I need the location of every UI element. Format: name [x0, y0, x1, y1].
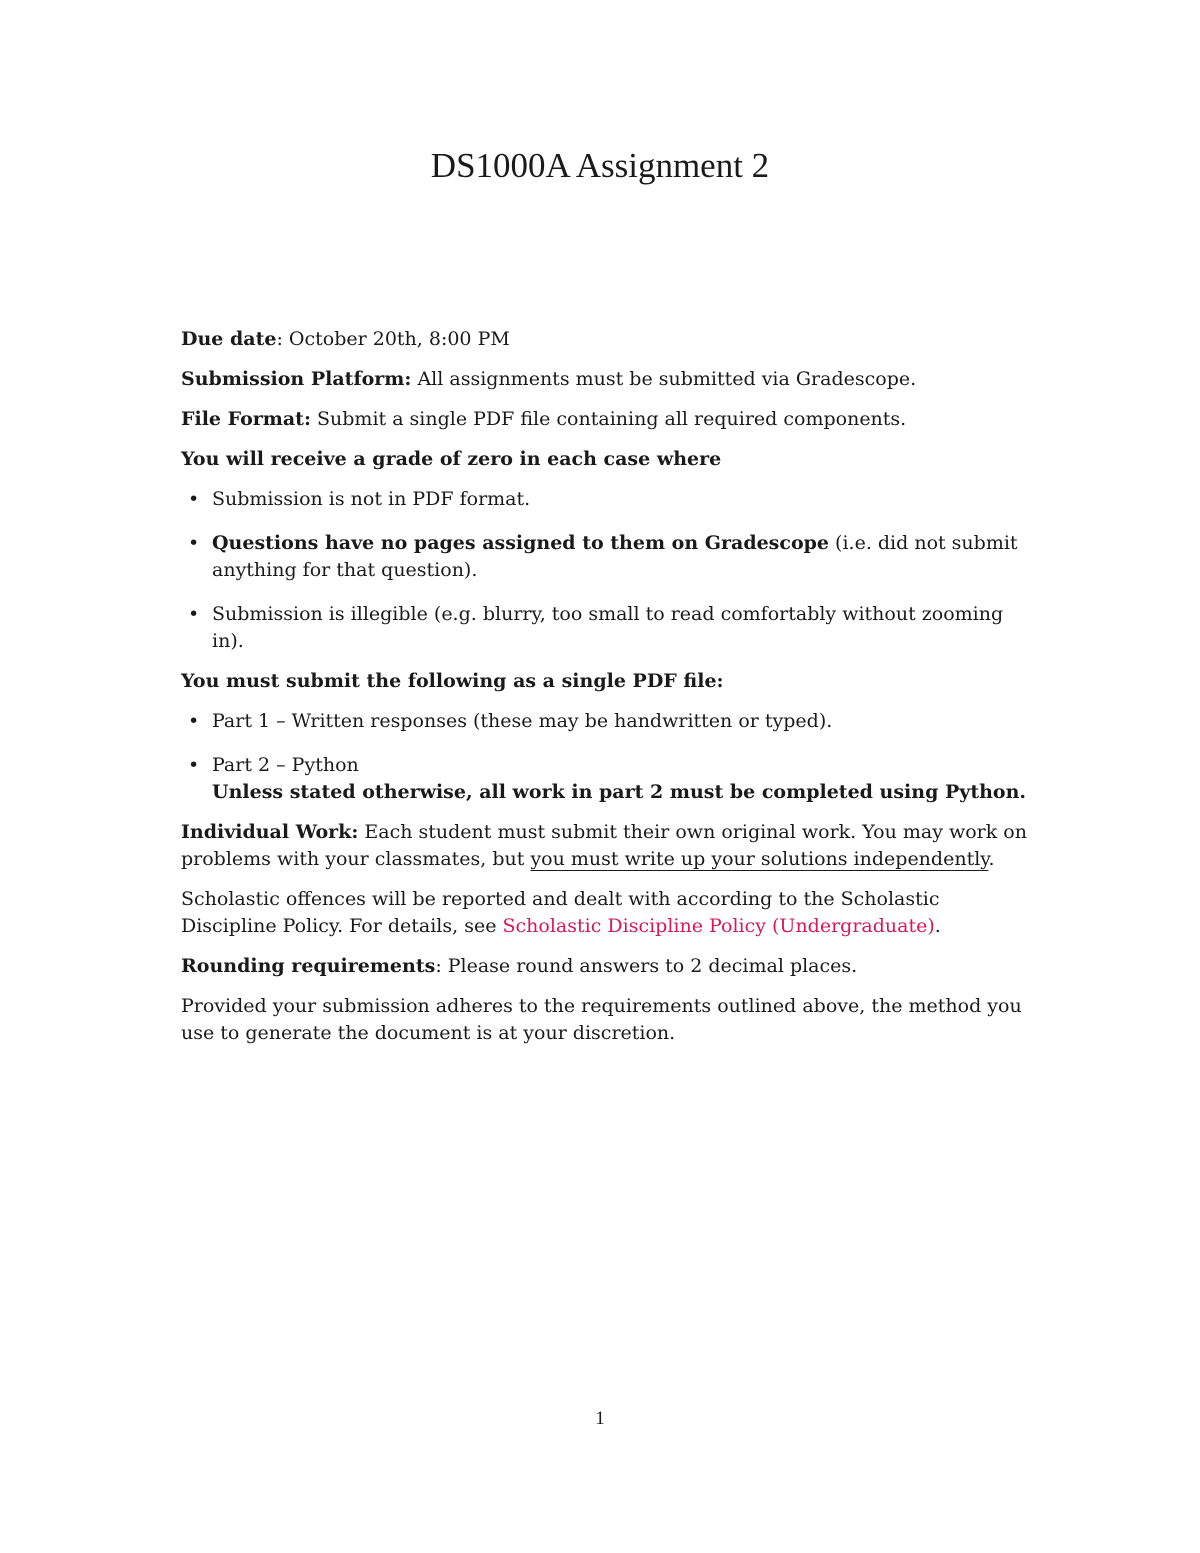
submission-platform-line [181, 366, 1031, 393]
list-item [181, 601, 1031, 655]
document-body [181, 326, 1031, 1060]
zero-grade-heading: You will receive a grade of zero in each case where [181, 448, 722, 470]
list-item [181, 486, 1031, 513]
individual-work-text: Each student must submit their own original work. You may work on problems with your classmates, but [181, 821, 1027, 870]
bullet-icon: • [188, 754, 200, 776]
rounding-requirements-line [181, 953, 1031, 980]
closing-paragraph: Provided your submission adheres to the requirements outlined above, the method you use to generate the document is at your discretion. [181, 995, 1022, 1044]
zero-case-bold-text: Questions have no pages assigned to them on Gradescope [212, 532, 829, 554]
bullet-icon: • [188, 603, 200, 625]
scholastic-text: Scholastic offences will be reported and dealt with according to the Scholastic Discipline Policy. For details, see [181, 888, 940, 937]
rounding-value: : Please round answers to 2 decimal places. [435, 955, 858, 977]
independence-emphasis: you must write up your solutions independently [530, 848, 989, 870]
zero-case-text: (i.e. did not submit anything for that question). [212, 532, 1018, 581]
scholastic-policy-link[interactable]: Scholastic Discipline Policy (Undergraduate) [502, 915, 935, 937]
individual-work-paragraph [181, 819, 1031, 873]
list-item [181, 530, 1031, 584]
due-date-line [181, 326, 1031, 353]
part-1-text: Part 1 – Written responses (these may be handwritten or typed). [212, 710, 833, 732]
submission-platform-value: All assignments must be submitted via Gradescope. [411, 368, 917, 390]
bullet-icon: • [188, 488, 200, 510]
due-date-value: : October 20th, 8:00 PM [276, 328, 510, 350]
part-2-text: Part 2 – Python [212, 754, 359, 776]
part-2-note: Unless stated otherwise, all work in part 2 must be completed using Python. [212, 781, 1027, 803]
parts-list [181, 708, 1031, 806]
zero-case-text: Submission is illegible (e.g. blurry, too small to read comfortably without zooming in). [212, 603, 1004, 652]
zero-grade-list [181, 486, 1031, 655]
individual-work-label: Individual Work: [181, 821, 359, 843]
submission-platform-label: Submission Platform: [181, 368, 412, 390]
submit-heading: You must submit the following as a single PDF file: [181, 670, 724, 692]
scholastic-offences-paragraph [181, 886, 1031, 940]
list-item [181, 708, 1031, 735]
due-date-label: Due date [181, 328, 277, 350]
bullet-icon: • [188, 532, 200, 554]
file-format-value: Submit a single PDF file containing all required components. [310, 408, 907, 430]
file-format-line [181, 406, 1031, 433]
rounding-label: Rounding requirements [181, 955, 436, 977]
file-format-label: File Format: [181, 408, 311, 430]
page-number: 1 [595, 1408, 605, 1429]
zero-case-text: Submission is not in PDF format. [212, 488, 531, 510]
bullet-icon: • [188, 710, 200, 732]
document-title: DS1000A Assignment 2 [430, 146, 770, 185]
list-item [181, 752, 1031, 806]
individual-work-end: . [988, 848, 995, 870]
scholastic-end: . [934, 915, 941, 937]
